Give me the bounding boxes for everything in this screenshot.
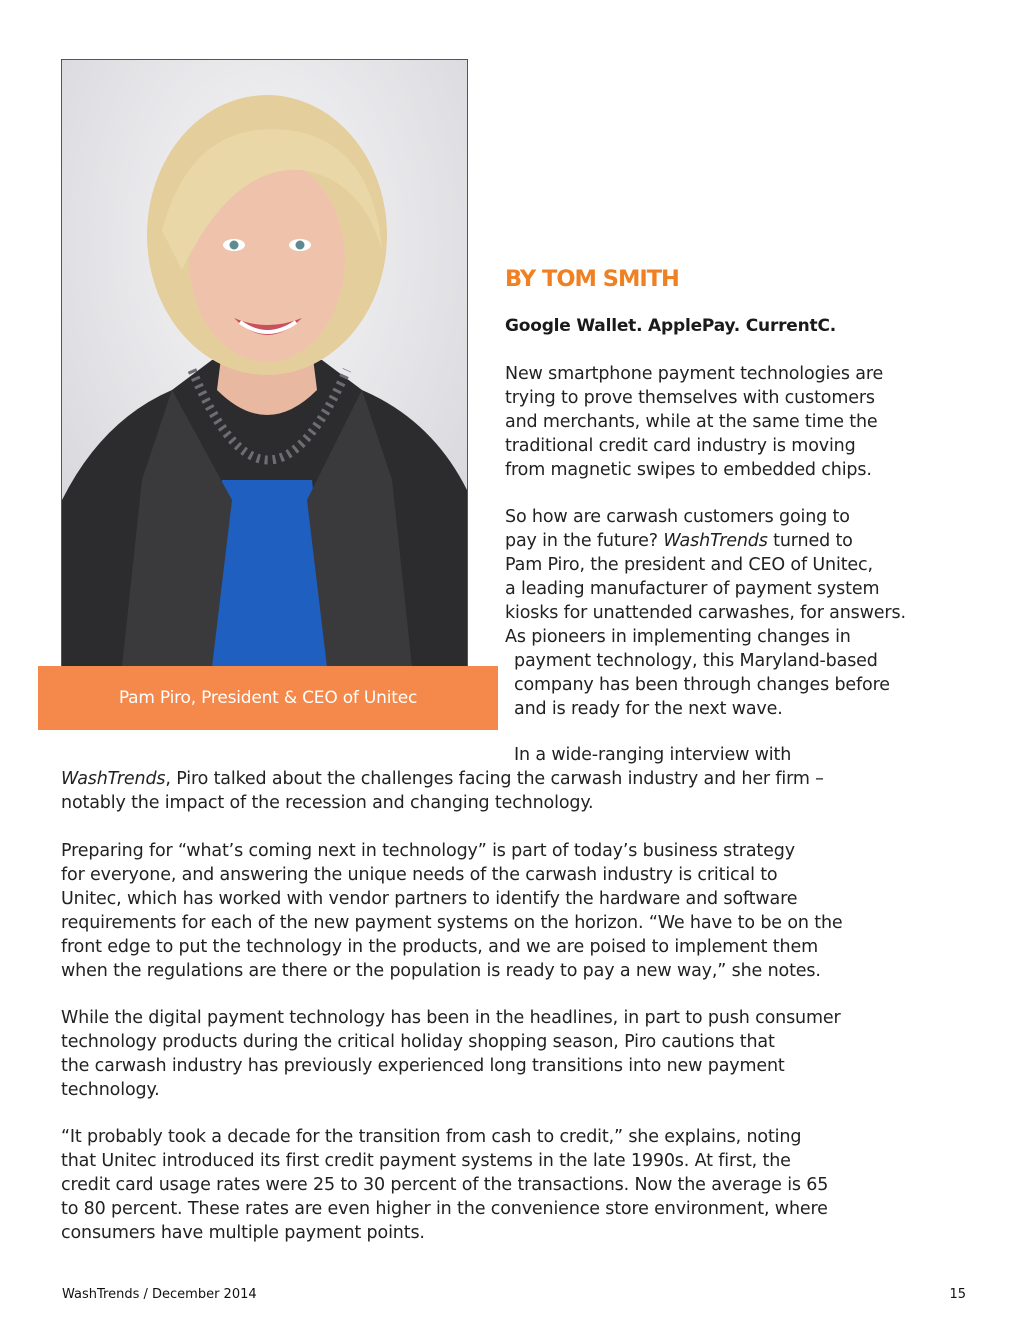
portrait-illustration [62, 60, 467, 667]
article-line: technology products during the critical holiday shopping season, Piro cautions that [61, 1032, 775, 1052]
portrait-photo [61, 59, 468, 668]
article-line: kiosks for unattended carwashes, for answers. [505, 603, 906, 623]
article-line: for everyone, and answering the unique needs of the carwash industry is critical to [61, 865, 778, 885]
article-line: and merchants, while at the same time the [505, 412, 878, 432]
article-line: As pioneers in implementing changes in [505, 627, 851, 647]
article-line: requirements for each of the new payment systems on the horizon. “We have to be on the [61, 913, 843, 933]
article-line: So how are carwash customers going to [505, 507, 850, 527]
article-line: front edge to put the technology in the products, and we are poised to implement them [61, 937, 818, 957]
footer-publication: WashTrends / December 2014 [62, 1287, 257, 1302]
byline: BY TOM SMITH [505, 266, 679, 292]
article-line: New smartphone payment technologies are [505, 364, 884, 384]
article-line: technology. [61, 1080, 160, 1100]
article-line: company has been through changes before [514, 675, 890, 695]
photo-caption-bar [38, 666, 498, 730]
article-line: credit card usage rates were 25 to 30 percent of the transactions. Now the average is 65 [61, 1175, 829, 1195]
article-line: payment technology, this Maryland-based [514, 651, 878, 671]
article-line: WashTrends, Piro talked about the challenges facing the carwash industry and her firm – [61, 769, 824, 789]
article-line: when the regulations are there or the population is ready to pay a new way,” she notes. [61, 961, 821, 981]
article-line: consumers have multiple payment points. [61, 1223, 425, 1243]
article-line: trying to prove themselves with customers [505, 388, 875, 408]
article-line: In a wide-ranging interview with [514, 745, 792, 765]
article-line: and is ready for the next wave. [514, 699, 783, 719]
article-line: from magnetic swipes to embedded chips. [505, 460, 872, 480]
photo-caption: Pam Piro, President & CEO of Unitec [118, 688, 418, 708]
article-line: While the digital payment technology has been in the headlines, in part to push consumer [61, 1008, 841, 1028]
kicker: Google Wallet. ApplePay. CurrentC. [505, 316, 837, 336]
article-line: “It probably took a decade for the transition from cash to credit,” she explains, noting [61, 1127, 802, 1147]
article-line: pay in the future? WashTrends turned to [505, 531, 853, 551]
article-line: Preparing for “what’s coming next in technology” is part of today’s business strategy [61, 841, 795, 861]
article-line: traditional credit card industry is moving [505, 436, 856, 456]
page-number: 15 [949, 1287, 966, 1302]
article-line: Pam Piro, the president and CEO of Unitec, [505, 555, 873, 575]
article-line: the carwash industry has previously experienced long transitions into new payment [61, 1056, 785, 1076]
article-line: a leading manufacturer of payment system [505, 579, 880, 599]
article-line: to 80 percent. These rates are even higher in the convenience store environment, where [61, 1199, 828, 1219]
article-line: that Unitec introduced its first credit payment systems in the late 1990s. At first, the [61, 1151, 791, 1171]
article-line: Unitec, which has worked with vendor partners to identify the hardware and software [61, 889, 798, 909]
article-line: notably the impact of the recession and changing technology. [61, 793, 594, 813]
